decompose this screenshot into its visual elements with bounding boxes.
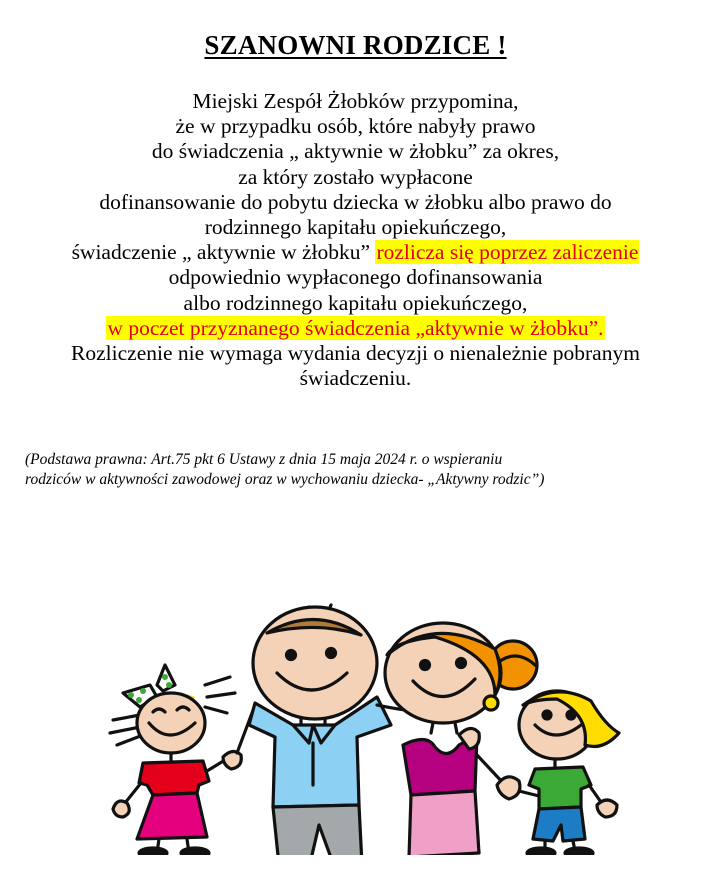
boy-figure: [519, 691, 619, 855]
body-line-6: rodzinnego kapitału opiekuńczego,: [204, 215, 507, 240]
body-line-11: Rozliczenie nie wymaga wydania decyzji o nienależnie pobranym: [71, 341, 640, 366]
footnote-line-2: rodziców w aktywności zawodowej oraz w wychowaniu dziecka- „Aktywny rodzic”): [25, 470, 545, 488]
highlighted-text: w poczet przyznanego świadczenia „aktywnie w żłobku”.: [107, 315, 604, 340]
announcement-body: [0, 89, 711, 391]
mother-figure: [385, 623, 537, 855]
legal-basis-footnote: [25, 450, 705, 489]
body-line-12: świadczeniu.: [299, 366, 412, 391]
body-line-2: że w przypadku osób, które nabyły prawo: [175, 114, 536, 139]
family-illustration: [95, 585, 625, 855]
highlighted-text: rozlicza się poprzez zaliczenie: [376, 240, 639, 265]
body-line-9: albo rodzinnego kapitału opiekuńczego,: [183, 290, 528, 315]
body-line-10: [0, 316, 711, 341]
body-line-1: Miejski Zespół Żłobków przypomina,: [192, 89, 519, 113]
page-title: SZANOWNI RODZICE !: [204, 30, 507, 60]
body-line-7: świadczenie „ aktywnie w żłobku” rozlicza się poprzez zaliczenie: [71, 240, 639, 265]
body-line-5: dofinansowanie do pobytu dziecka w żłobku albo prawo do: [99, 189, 612, 214]
body-line-8: odpowiednio wypłaconego dofinansowania: [168, 265, 543, 290]
footnote-line-1: (Podstawa prawna: Art.75 pkt 6 Ustawy z dnia 15 maja 2024 r. o wspieraniu: [25, 451, 503, 468]
girl-figure: [110, 665, 241, 855]
body-line-4: za który zostało wypłacone: [238, 164, 473, 189]
body-line-3: do świadczenia „ aktywnie w żłobku” za okres,: [151, 139, 560, 164]
